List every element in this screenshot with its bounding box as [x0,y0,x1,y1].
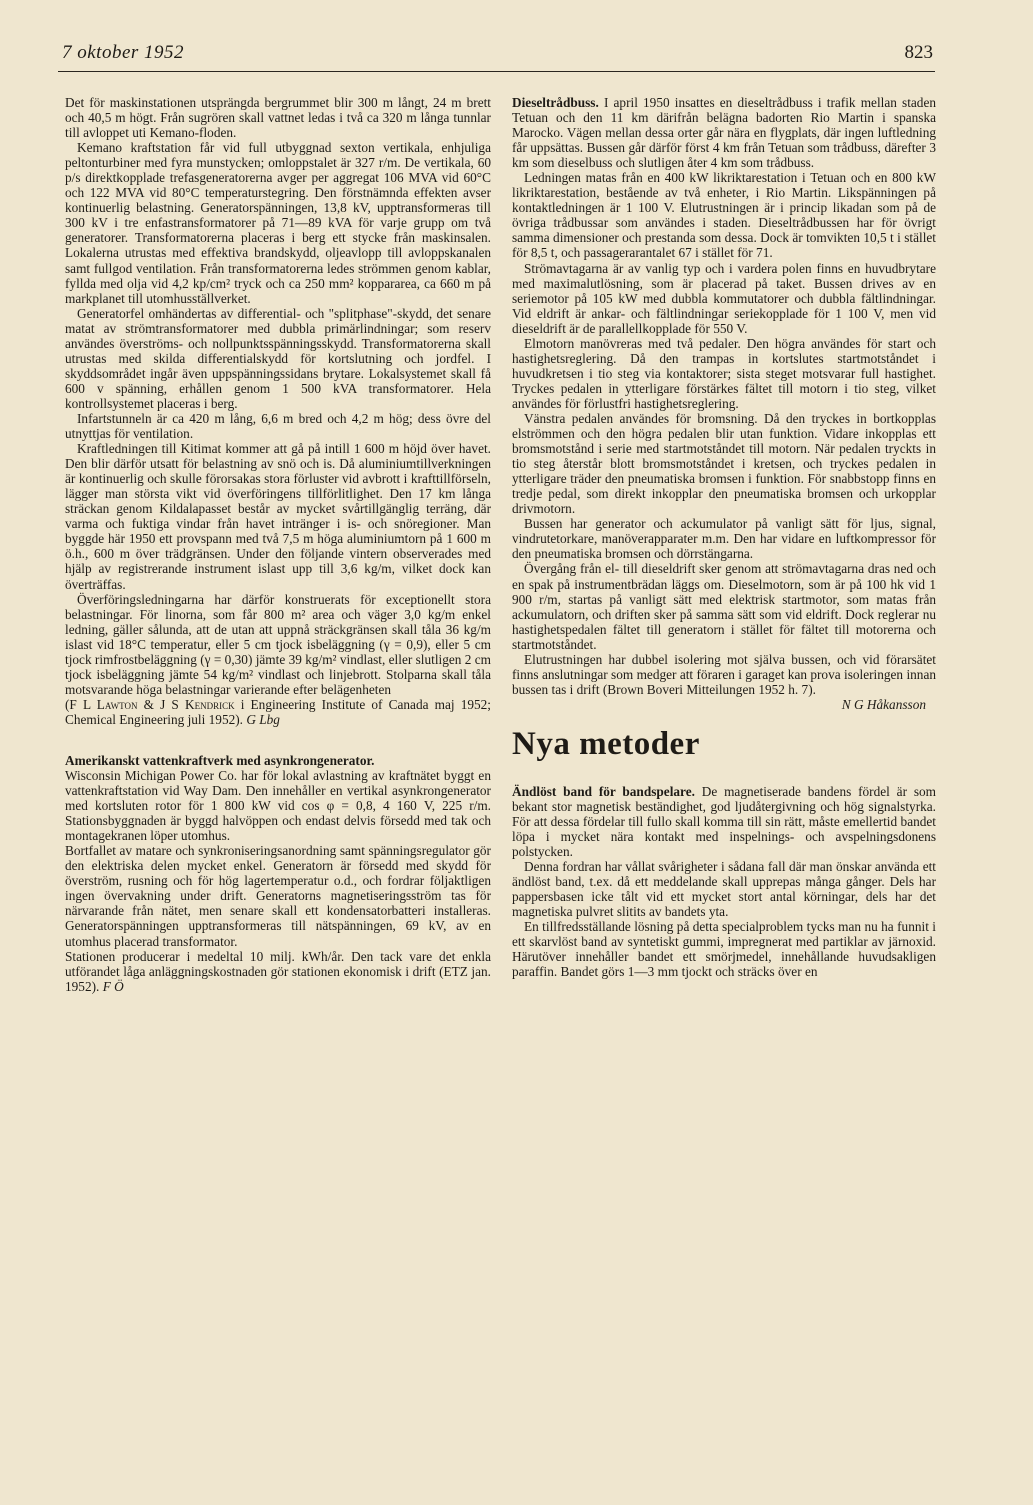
paragraph: Elutrustningen har dubbel isolering mot själva bussen, och vid förarsätet finns anslutningar som medger att föraren i garaget kan prova isoleringen innan bussen tas i drift (Brown Boveri Mitteilungen 1952 h. 7). [512,651,936,697]
paragraph: En tillfredsställande lösning på detta specialproblem tycks man nu ha funnit i ett skarvlöst band av syntetiskt gummi, impregnerat med partiklar av järnoxid. Härutöver innehåller bandet ett smörjmedel, innehållande huvudsakligen paraffin. Bandet görs 1—3 mm tjockt och sträcks över en [512,919,936,980]
page-number: 823 [904,42,933,63]
paragraph: Överföringsledningarna har därför konstruerats för exceptionellt stora belastningar. För linorna, som får 800 m² area och väger 3,0 kg/m enkel ledning, gäller sålunda, att de utan att uppnå sträckgränsen skall tåla 36 kg/m islast vid 18°C temperatur, eller 5 cm tjock isbeläggning (γ = 0,9), eller 5 cm tjock rimfrostbeläggning (γ = 0,30) jämte 39 kg/m² vindlast, eller slutligen 2 cm tjock isbeläggning jämte 54 kg/m² vindlast och linjebrott. Stolparna skall tåla motsvarande höga belastningar varierande efter belägenheten [65,591,491,697]
paragraph: Det för maskinstationen utsprängda bergrummet blir 300 m långt, 24 m brett och 40,5 m högt. Från sugrören skall vattnet ledas i två ca 320 m långa tunnlar till avloppet uti Kemano-floden. [65,95,491,141]
article-lead: Ändlöst band för bandspelare. De magnetiserade bandens fördel är som bekant stor magnetisk beständighet, god ljudåtergivning och hög signalstyrka. För att dessa fördelar till fullo skall komma till sin rätt, måste emellertid bandet löpa i mycket nära kontakt med inspelnings- och avspelningsdonens polstycken. [512,783,937,860]
paragraph: Generatorfel omhändertas av differential- och "splitphase"-skydd, det senare matat av strömtransformatorer med dubbla primärlindningar; som reserv användes överströms- och nollpunktsspänningsskydd. Transformatorerna skall utrustas med skilda differentialskydd för kortslutning och jordfel. I skyddsområdet ingår även uppspänningssidans brytare. Lokalsystemet skall få 600 v spänning, erhållen genom 1 500 kVA transformatorer. Hela kontrollsystemet placeras i berg. [65,305,491,411]
paragraph: Bussen har generator och ackumulator på vanligt sätt för ljus, signal, vindrutetorkare, manöverapparater m.m. Den har vidare en luftkompressor för den pneumatiska bromsen och dörrstängarna. [512,516,936,562]
paragraph: Infartstunneln är ca 420 m lång, 6,6 m bred och 4,2 m hög; dess övre del utnyttjas för ventilation. [65,410,491,442]
article-title: Ändlöst band för bandspelare. [512,783,695,799]
article-lead: Dieseltrådbuss. I april 1950 insattes en dieseltrådbuss i trafik mellan staden Tetuan och den 11 km därifrån belägna badorten Rio Martin i spanska Marocko. Vägen mellan dessa orter går nära en flygplats, där ingen luftledning får uppsättas. Bussen går därför först 4 km från Tetuan som trådbuss, därefter 3 km som dieselbuss och slutligen åter 4 km som trådbuss. [512,95,936,171]
paragraph: Elmotorn manövreras med två pedaler. Den högra användes för start och hastighetsreglering. Då den trampas in kortslutes startmotståndet i huvudkretsen i tio steg via kontaktorer; sista steget motsvarar full hastighet. Tryckes pedalen in ytterligare förstärkes fältet till motorn i tio steg, vilket användes för förlustfri hastighetsreglering. [512,335,936,411]
right-column [512,95,936,980]
paragraph: Bortfallet av matare och synkroniseringsanordning samt spänningsregulator gör den elektriska delen mycket enkel. Generatorn är försedd med skydd för överström, rusning och för hög lagertemperatur o.d., och fordrar följaktligen ingen övervakning under drift. Generatorns magnetiseringsström tas för närvarande från nätet, men senare skall ett kondensatorbatteri installeras. Generatorspänningen upptransformeras till nätspänningen, 69 kV, av en utomhus placerad transformator. [65,843,491,949]
author-signature: N G Håkansson [841,696,926,712]
paragraph: Stationen producerar i medeltal 10 milj. kWh/år. Den tack vare det enkla utförandet låga anläggningskostnaden gör stationen ekonomisk i drift (ETZ jan. 1952). F Ö [65,948,491,994]
paragraph: Vänstra pedalen användes för bromsning. Då den tryckes in bortkopplas elströmmen och den högra pedalen blir utan funktion. Vidare inkopplas ett bromsmotstånd i serie med startmotståndet till motorn. När pedalen tryckts in tio steg återstår blott bromsmotståndet i kretsen, och tryckes pedalen in ytterligare träder den pneumatiska bromsen i funktion. För snabbstopp finns en tredje pedal, som direkt inkopplar den pneumatiska bromsen och urkopplar drivmotorn. [512,410,936,517]
author-signature: G Lbg [246,711,280,727]
author-signature: F Ö [102,978,124,994]
article-lead [65,753,491,768]
header-rule [58,71,935,72]
page-date: 7 oktober 1952 [62,42,185,63]
paragraph: Strömavtagarna är av vanlig typ och i vardera polen finns en huvudbrytare med maximalutlösning, som är placerad på taket. Bussen drives av en seriemotor på 105 kW med dubbla kommutatorer och dubbla fältlindningar. Vid eldrift är ankar- och fältlindningar seriekopplade för 1 100 V, men vid dieseldrift är de parallellkopplade för 550 V. [512,260,936,336]
reference-line: (F L Lawton & J S Kendrick i Engineering Institute of Canada maj 1952; Chemical Engineering juli 1952). G Lbg [65,696,492,727]
paragraph: Wisconsin Michigan Power Co. har för lokal avlastning av kraftnätet byggt en vattenkraftstation vid Way Dam. Den innehåller en vertikal asynkrongenerator med kortsluten rotor för 1 800 kW vid cos φ = 0,8, 4 160 V, 225 r/m. Stationsbyggnaden är byggd halvöppen och endast delvis försedd med tak och montagekranen löper utomhus. [65,768,491,844]
paragraph: Kemano kraftstation får vid full utbyggnad sexton vertikala, enhjuliga peltonturbiner med fyra munstycken; omloppstalet är 327 r/m. De vertikala, 60 p/s direktkopplade trefasgeneratorerna avger per aggregat 106 MVA vid 60°C och 122 MVA vid 80°C temperaturstegring. Den förstnämnda effekten avser kontinuerlig belastning. Generatorspänningen, 13,8 kV, upptransformeras till 300 kV i tre enfastransformatorer på 71—89 kVA för varje grupp om två generatorer. Transformatorerna placeras i berg ett stycke från maskinsalen. Lokalerna utrustas med effektiva brandskydd, oljeavlopp till avloppskanalen samt fullgod ventilation. Från transformatorerna ledes strömmen genom kablar, fyllda med olja vid 4,2 kp/cm² tryck och ca 250 mm² koppararea, ca 660 m på markplanet till utomhusställverket. [65,140,491,306]
paragraph: Ledningen matas från en 400 kW likriktarestation i Tetuan och en 800 kW likriktarestation, bestående av två enheter, i Rio Martin. Likspänningen på kontaktledningen är 1 100 V. Elutrustningen är i princip likadan som på de övriga trådbussar som användes i staden. Dieseltrådbussen har för övrigt samma dimensioner och prestanda som dessa. Dock är tomvikten 10,5 t i stället för 8,5 t, och passagerarantalet 67 i stället för 71. [512,170,936,261]
paragraph: Denna fordran har vållat svårigheter i sådana fall där man önskar använda ett ändlöst band, t.ex. då ett meddelande skall upprepas många gånger. Dels har pappersbasen icke tålt vid ett mycket stort antal körningar, dels har det magnetiska pulvret slitits av bandets yta. [512,859,936,920]
paragraph: Kraftledningen till Kitimat kommer att gå på intill 1 600 m höjd över havet. Den blir därför utsatt för belastning av snö och is. Då aluminiumtillverkningen är kontinuerlig och skulle förorsakas stora förluster vid avbrott i krafttillförseln, lägger man största vikt vid överföringens tillförlitlighet. Den 17 km långa sträckan genom Kildalapasset består av mycket svårtillgänglig terräng, där varma och fuktiga vindar från havet intränger i is- och snöregioner. Man byggde här 1950 ett provspann med två 7,5 m höga aluminiumtorn på 1 600 m ö.h., 600 m över trädgränsen. Under den följande vintern observerades med hjälp av registrerande instrument islast upp till 3,6 kg/m, vilket dock kan överträffas. [65,441,491,592]
article-title: Dieseltrådbuss. [512,95,599,110]
section-heading: Nya metoder [512,725,700,762]
article-title: Amerikanskt vattenkraftverk med asynkrongenerator. [65,752,375,768]
paragraph: Övergång från el- till dieseldrift sker genom att strömavtagarna dras ned och en spak på instrumentbrädan läggs om. Dieselmotorn, som är på 100 hk vid 1 900 r/m, startas på vanligt sätt med elektrisk startmotor, som matas från ackumulatorn, och driften sker på samma sätt som vid eldrift. Dock reglerar nu hastighetspedalen fältet till generatorn i stället för fältet till motorerna och startmotståndet. [512,561,936,652]
left-column [65,95,491,994]
